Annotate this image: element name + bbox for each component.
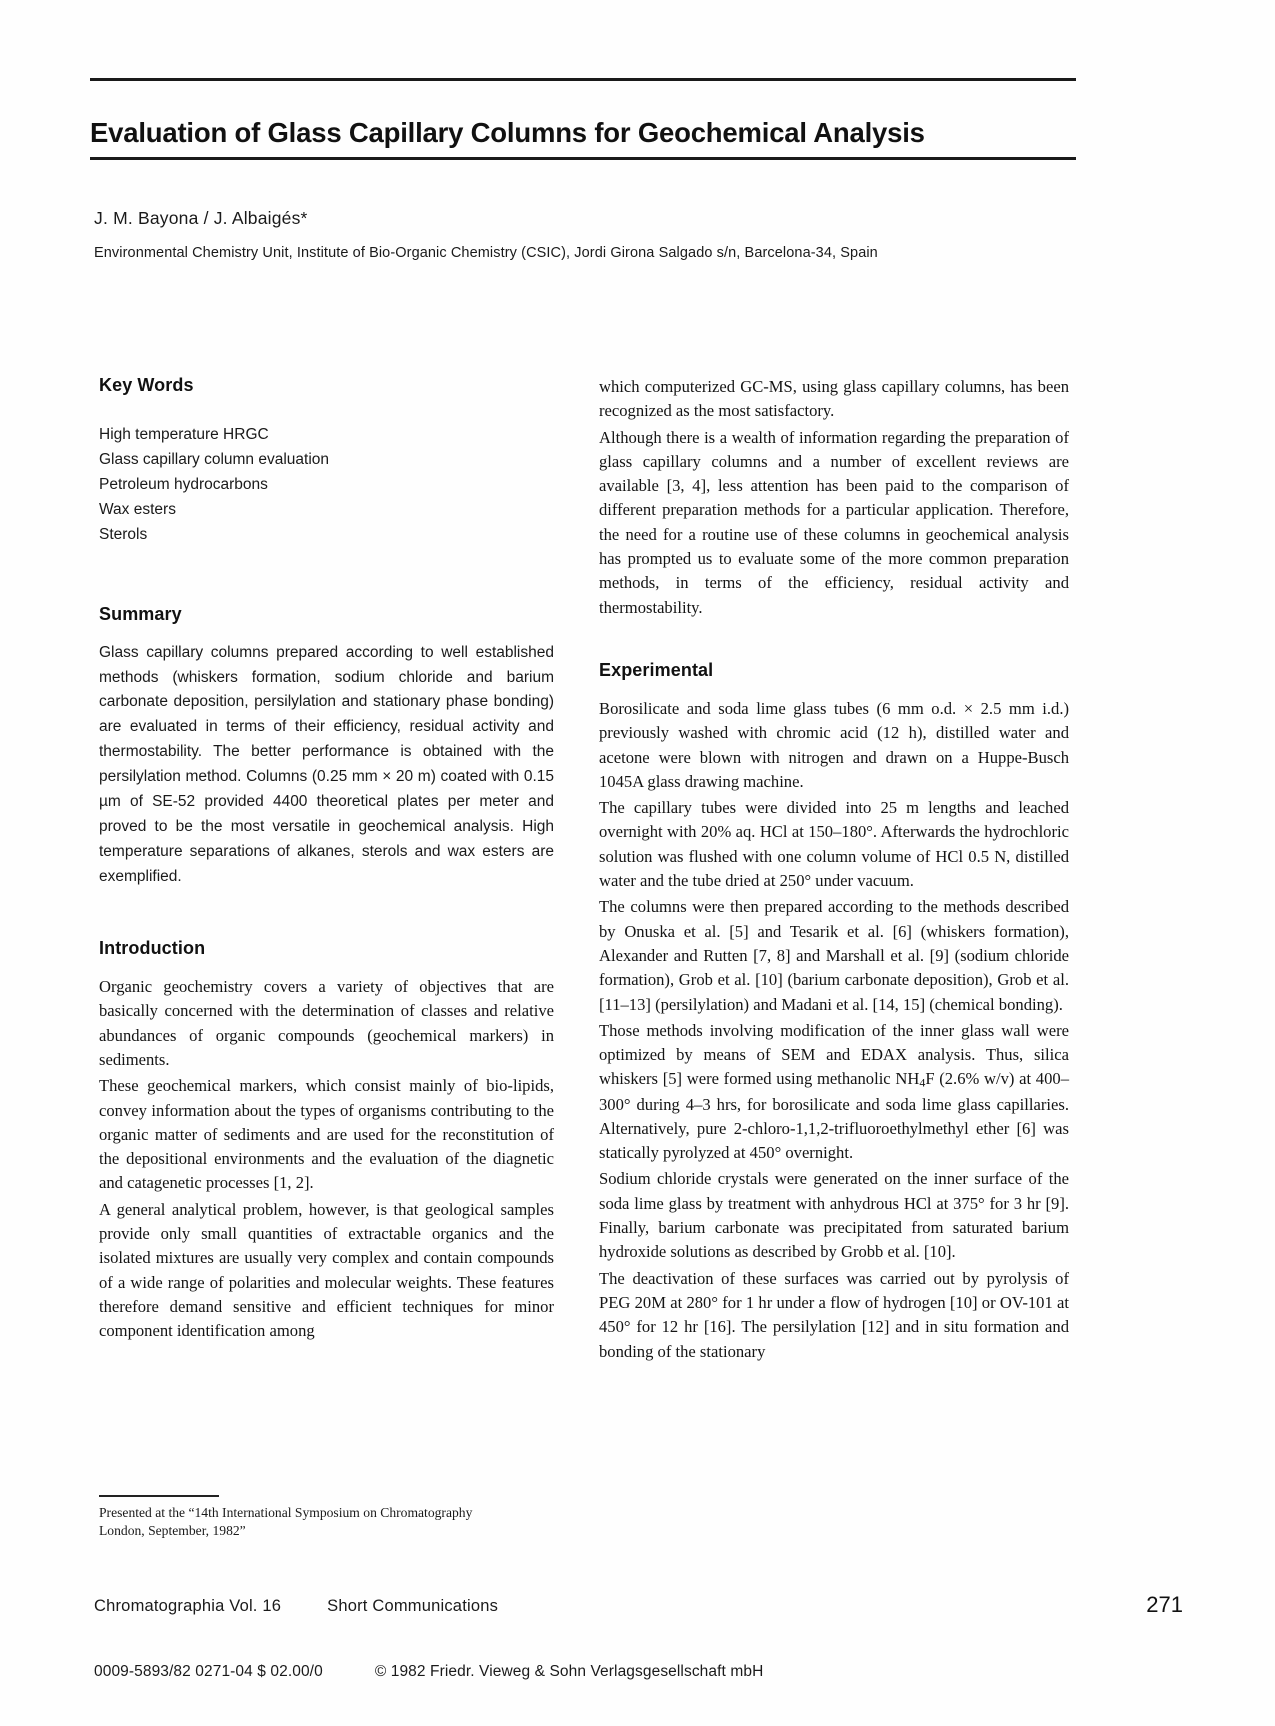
- header-rule-top: [90, 78, 1076, 81]
- right-column: [599, 375, 1069, 1364]
- keywords-heading: Key Words: [99, 375, 194, 395]
- experimental-paragraph: Sodium chloride crystals were generated on the inner surface of the soda lime glass by treatment with anhydrous HCl at 375° for 3 hr [9]. Finally, barium carbonate was precipitated from saturated barium hydroxide solutions as described by Grobb et al. [10].: [599, 1169, 1069, 1262]
- affiliation-line: Environmental Chemistry Unit, Institute of Bio-Organic Chemistry (CSIC), Jordi Girona Salgado s/n, Barcelona-34, Spain: [94, 245, 878, 261]
- experimental-paragraph: The columns were then prepared according to the methods described by Onuska et al. [5] and Tesarik et al. [6] (whiskers formation), Alexander and Rutten [7, 8] and Marshall et al. [9] (sodium chloride formation), Grob et al. [10] (barium carbonate deposition), Grob et al. [11–13] (persilylation) and Madani et al. [14, 15] (chemical bonding).: [599, 897, 1069, 1014]
- keywords-list: [99, 422, 554, 548]
- footer-copyright: © 1982 Friedr. Vieweg & Sohn Verlagsgesellschaft mbH: [374, 1663, 764, 1680]
- list-item: Glass capillary column evaluation: [99, 451, 330, 469]
- list-item: High temperature HRGC: [99, 426, 269, 443]
- summary-text: Glass capillary columns prepared according to well established methods (whiskers formation, sodium chloride and barium carbonate deposition, persilylation and stationary phase bonding) are evaluated in terms of their efficiency, residual activity and thermostability. The better performance is obtained with the persilylation method. Columns (0.25 mm × 20 m) coated with 0.15 µm of SE-52 provided 4400 theoretical plates per meter and proved to be the most versatile in geochemical analysis. High temperature separations of alkanes, sterols and wax esters are exemplified.: [99, 643, 554, 886]
- introduction-paragraph: Although there is a wealth of information regarding the preparation of glass capillary columns and a number of excellent reviews are available [3, 4], less attention has been paid to the comparison of different preparation methods for a particular application. Therefore, the need for a routine use of these columns in geochemical analysis has prompted us to evaluate some of the more common preparation methods, in terms of the efficiency, residual activity and thermostability.: [599, 427, 1069, 617]
- experimental-paragraph: Those methods involving modification of the inner glass wall were optimized by means of SEM and EDAX analysis. Thus, silica whiskers [5] were formed using methanolic $NH_4F$ (2.6% w/v) at 400–300° during 4–3 hrs, for borosilicate and soda lime glass capillaries. Alternatively, pure 2-chloro-1,1,2-trifluoroethylmethyl ether [6] was statically pyrolyzed at 450° overnight.: [599, 1020, 1069, 1163]
- experimental-paragraph: The deactivation of these surfaces was carried out by pyrolysis of PEG 20M at 280° for 1 hr under a flow of hydrogen [10] or OV-101 at 450° for 12 hr [16]. The persilylation [12] and in situ formation and bonding of the stationary: [599, 1268, 1069, 1361]
- left-column: [99, 375, 554, 1344]
- experimental-paragraph: The capillary tubes were divided into 25 m lengths and leached overnight with 20% aq. HCl at 150–180°. Afterwards the hydrochloric solution was flushed with one column volume of HCl 0.5 N, distilled water and the tube dried at 250° under vacuum.: [599, 798, 1069, 891]
- summary-heading: Summary: [99, 603, 182, 624]
- footer-journal-line: [94, 1597, 498, 1616]
- introduction-paragraph: Organic geochemistry covers a variety of objectives that are basically concerned with the determination of classes and relative abundances of organic compounds (geochemical markers) in sediments.: [99, 977, 554, 1069]
- spacer: [99, 890, 554, 938]
- header-rule-bottom: [90, 157, 1076, 160]
- footer-journal-title: Chromatographia Vol. 16: [94, 1597, 282, 1615]
- author-line: J. M. Bayona / J. Albaigés*: [94, 208, 308, 228]
- list-item: Sterols: [99, 526, 148, 544]
- spacer: [599, 620, 1069, 660]
- introduction-paragraph: A general analytical problem, however, is that geological samples provide only small quantities of extractable organics and the isolated mixtures are usually very complex and contain compounds of a wide range of polarities and molecular weights. These features therefore demand sensitive and efficient techniques for minor component identification among: [99, 1199, 554, 1341]
- introduction-paragraph: These geochemical markers, which consist mainly of bio-lipids, convey information about the types of organisms contributing to the organic matter of sediments and are used for the reconstitution of the depositional environments and the evaluation of the diagnetic and catagenetic processes [1, 2].: [99, 1076, 554, 1193]
- list-item: Wax esters: [99, 501, 176, 519]
- experimental-paragraph: Borosilicate and soda lime glass tubes (6 mm o.d. × 2.5 mm i.d.) previously washed with chromic acid (12 h), distilled water and acetone were blown with nitrogen and drawn on a Huppe-Busch 1045A glass drawing machine.: [599, 698, 1069, 791]
- footer-section-label: Short Communications: [327, 1597, 499, 1615]
- footnote-rule: [99, 1495, 219, 1497]
- introduction-paragraph: which computerized GC-MS, using glass capillary columns, has been recognized as the most satisfactory.: [599, 377, 1069, 421]
- introduction-heading: Introduction: [99, 938, 206, 959]
- experimental-heading: Experimental: [599, 659, 714, 680]
- page-title: Evaluation of Glass Capillary Columns for Geochemical Analysis: [90, 117, 925, 149]
- footnote-line-1: Presented at the “14th International Symposium on Chromatography: [99, 1505, 473, 1520]
- spacer: [99, 548, 554, 604]
- list-item: Petroleum hydrocarbons: [99, 476, 268, 494]
- footer-issn: 0009-5893/82 0271-04 $ 02.00/0: [94, 1663, 323, 1680]
- footer-copyright-line: [94, 1663, 763, 1681]
- footnote: [99, 1495, 554, 1540]
- footnote-line-2: London, September, 1982”: [99, 1523, 246, 1539]
- page-number: 271: [1146, 1592, 1183, 1617]
